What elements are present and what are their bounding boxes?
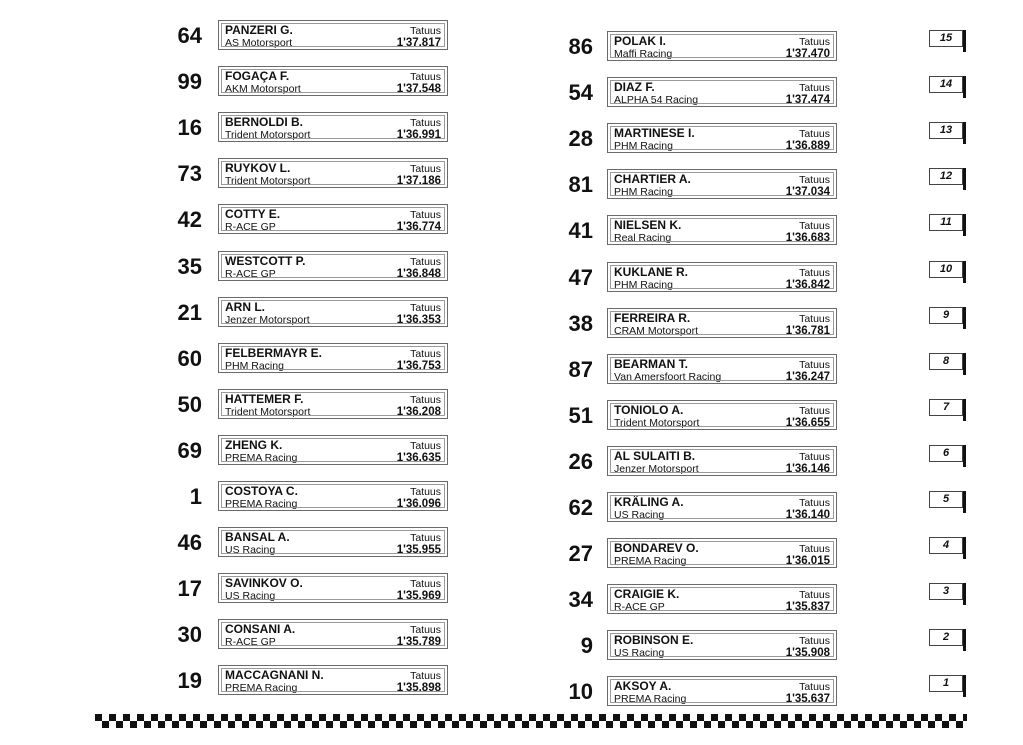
team-name: R-ACE GP [225, 267, 276, 280]
chassis-name: Tatuus [799, 404, 830, 417]
car-number: 16 [177, 115, 202, 141]
driver-name: CRAIGIE K. [614, 587, 680, 602]
lap-time: 1'36.146 [785, 462, 830, 475]
chassis-name: Tatuus [410, 71, 441, 84]
team-name: US Racing [614, 509, 665, 521]
chassis-name: Tatuus [799, 174, 830, 187]
grid-slot-line [963, 76, 966, 98]
car-number: 46 [177, 530, 202, 556]
grid-position-label: 9 [929, 307, 963, 324]
grid-position-label: 15 [929, 30, 963, 47]
grid-position-label: 7 [929, 399, 963, 416]
driver-name: WESTCOTT P. [225, 253, 306, 268]
driver-name: ROBINSON E. [614, 633, 694, 648]
driver-name: FELBERMAYR E. [225, 345, 322, 360]
chassis-name: Tatuus [799, 497, 830, 509]
team-name: CRAM Motorsport [614, 324, 699, 337]
chassis-name: Tatuus [799, 266, 830, 279]
car-number: 41 [568, 218, 593, 244]
grid-slot-line [963, 122, 966, 144]
lap-time: 1'36.140 [785, 509, 830, 521]
chassis-name: Tatuus [410, 301, 441, 314]
lap-time: 1'37.186 [396, 175, 441, 188]
lap-time: 1'36.848 [396, 267, 441, 280]
car-number: 21 [177, 299, 202, 325]
team-name: Trident Motorsport [225, 175, 311, 188]
team-name: AS Motorsport [225, 37, 293, 49]
grid-slot-line [963, 445, 966, 467]
grid-position-label: 5 [929, 491, 963, 508]
chassis-name: Tatuus [410, 393, 441, 406]
lap-time: 1'35.955 [396, 544, 441, 557]
car-number: 26 [568, 448, 593, 474]
driver-name: FERREIRA R. [614, 310, 691, 325]
grid-slot-line [963, 353, 966, 375]
lap-time: 1'36.781 [785, 324, 830, 337]
driver-name: AL SULAITI B. [614, 448, 696, 463]
grid-slot-line [963, 168, 966, 190]
team-name: PREMA Racing [225, 451, 298, 464]
chassis-name: Tatuus [410, 670, 441, 683]
chassis-name: Tatuus [410, 624, 441, 637]
driver-name: MACCAGNANI N. [225, 668, 324, 683]
chassis-name: Tatuus [799, 635, 830, 648]
team-name: Jenzer Motorsport [225, 313, 310, 326]
driver-name: HATTEMER F. [225, 391, 304, 406]
driver-name: ZHENG K. [225, 437, 283, 452]
car-number: 50 [177, 391, 202, 417]
chassis-name: Tatuus [799, 589, 830, 602]
car-number: 34 [568, 587, 593, 613]
car-number: 9 [580, 633, 593, 659]
team-name: US Racing [614, 647, 665, 660]
car-number: 81 [568, 172, 593, 198]
car-number: 86 [568, 34, 593, 59]
grid-slot-line [963, 261, 966, 283]
lap-time: 1'35.898 [396, 682, 441, 695]
lap-time: 1'36.015 [785, 555, 830, 568]
chassis-name: Tatuus [410, 255, 441, 268]
grid-slot-line [963, 399, 966, 421]
grid-position-label: 3 [929, 583, 963, 600]
chassis-name: Tatuus [410, 163, 441, 176]
grid-slot-line [963, 537, 966, 559]
grid-position-label: 10 [929, 261, 963, 278]
car-number: 62 [568, 495, 593, 520]
car-number: 73 [177, 161, 202, 187]
grid-slot-line [963, 583, 966, 605]
driver-name: COSTOYA C. [225, 484, 298, 498]
car-number: 54 [568, 80, 593, 106]
grid-position-label: 8 [929, 353, 963, 370]
driver-name: KRÄLING A. [614, 495, 684, 509]
grid-slot-line [963, 307, 966, 329]
team-name: PREMA Racing [225, 498, 298, 510]
lap-time: 1'36.096 [396, 498, 441, 510]
lap-time: 1'36.753 [396, 359, 441, 372]
driver-name: RUYKOV L. [225, 161, 291, 176]
car-number: 28 [568, 126, 593, 152]
team-name: Trident Motorsport [614, 416, 700, 429]
chassis-name: Tatuus [410, 347, 441, 360]
driver-name: SAVINKOV O. [225, 576, 303, 591]
lap-time: 1'36.208 [396, 405, 441, 418]
grid-position-label: 1 [929, 675, 963, 692]
lap-time: 1'35.789 [396, 636, 441, 649]
team-name: ALPHA 54 Racing [614, 94, 699, 107]
lap-time: 1'35.837 [785, 601, 830, 614]
car-number: 38 [568, 310, 593, 336]
car-number: 27 [568, 541, 593, 567]
chassis-name: Tatuus [799, 681, 830, 694]
lap-time: 1'36.247 [785, 370, 830, 383]
lap-time: 1'36.842 [785, 278, 830, 291]
car-number: 60 [177, 345, 202, 371]
car-number: 1 [189, 484, 202, 509]
driver-name: TONIOLO A. [614, 402, 684, 417]
grid-slot-line [963, 491, 966, 513]
driver-name: FOGAÇA F. [225, 69, 290, 84]
chassis-name: Tatuus [799, 128, 830, 141]
driver-name: NIELSEN K. [614, 218, 682, 233]
lap-time: 1'35.969 [396, 590, 441, 603]
team-name: US Racing [225, 590, 276, 603]
driver-name: BONDAREV O. [614, 541, 699, 556]
grid-slot-line [963, 214, 966, 236]
driver-name: ARN L. [225, 299, 265, 314]
grid-position-label: 14 [929, 76, 963, 93]
chassis-name: Tatuus [410, 439, 441, 452]
lap-time: 1'36.353 [396, 313, 441, 326]
team-name: AKM Motorsport [225, 83, 301, 96]
grid-slot-line [963, 30, 966, 52]
chassis-name: Tatuus [410, 578, 441, 591]
team-name: Jenzer Motorsport [614, 462, 699, 475]
car-number: 42 [177, 207, 202, 233]
driver-name: KUKLANE R. [614, 264, 688, 279]
team-name: Trident Motorsport [225, 405, 311, 418]
chassis-name: Tatuus [410, 209, 441, 222]
car-number: 47 [568, 264, 593, 290]
car-number: 87 [568, 356, 593, 382]
lap-time: 1'37.817 [396, 37, 441, 49]
team-name: Real Racing [614, 232, 672, 245]
chassis-name: Tatuus [799, 36, 830, 48]
lap-time: 1'37.034 [785, 186, 830, 199]
grid-position-label: 2 [929, 629, 963, 646]
car-number: 69 [177, 437, 202, 463]
lap-time: 1'36.683 [785, 232, 830, 245]
grid-position-label: 13 [929, 122, 963, 139]
grid-position-label: 4 [929, 537, 963, 554]
team-name: R-ACE GP [614, 601, 665, 614]
lap-time: 1'36.655 [785, 416, 830, 429]
driver-name: AKSOY A. [614, 679, 672, 694]
car-number: 17 [177, 576, 202, 602]
grid-position-label: 11 [929, 214, 963, 231]
lap-time: 1'36.991 [396, 129, 441, 142]
team-name: Van Amersfoort Racing [614, 370, 722, 383]
driver-name: BEARMAN T. [614, 356, 688, 371]
lap-time: 1'35.637 [785, 693, 830, 706]
chassis-name: Tatuus [799, 358, 830, 371]
car-number: 19 [177, 668, 202, 694]
checkered-flag-strip [95, 714, 967, 734]
lap-time: 1'37.474 [785, 94, 830, 107]
chassis-name: Tatuus [410, 25, 441, 37]
car-number: 99 [177, 69, 202, 95]
car-number: 10 [568, 679, 593, 705]
grid-slot-line [963, 629, 966, 651]
car-number: 51 [568, 402, 593, 428]
team-name: PREMA Racing [614, 555, 687, 568]
team-name: PHM Racing [614, 140, 673, 153]
team-name: R-ACE GP [225, 221, 276, 234]
driver-name: MARTINESE I. [614, 126, 695, 141]
car-number: 35 [177, 253, 202, 279]
lap-time: 1'35.908 [785, 647, 830, 660]
team-name: Trident Motorsport [225, 129, 311, 142]
lap-time: 1'37.470 [785, 48, 830, 60]
driver-name: BERNOLDI B. [225, 115, 303, 130]
team-name: PHM Racing [614, 186, 673, 199]
grid-position-label: 12 [929, 168, 963, 185]
driver-name: PANZERI G. [225, 23, 293, 37]
grid-slot-line [963, 675, 966, 697]
team-name: US Racing [225, 544, 276, 557]
team-name: PREMA Racing [614, 693, 687, 706]
car-number: 30 [177, 622, 202, 648]
chassis-name: Tatuus [410, 532, 441, 545]
driver-name: BANSAL A. [225, 530, 290, 545]
lap-time: 1'37.548 [396, 83, 441, 96]
chassis-name: Tatuus [410, 117, 441, 130]
driver-name: DIAZ F. [614, 80, 655, 95]
lap-time: 1'36.635 [396, 451, 441, 464]
chassis-name: Tatuus [799, 312, 830, 325]
driver-name: CHARTIER A. [614, 172, 691, 187]
team-name: R-ACE GP [225, 636, 276, 649]
team-name: PHM Racing [225, 359, 284, 372]
chassis-name: Tatuus [799, 543, 830, 556]
grid-position-label: 6 [929, 445, 963, 462]
car-number: 64 [177, 23, 202, 48]
chassis-name: Tatuus [799, 82, 830, 95]
lap-time: 1'36.774 [396, 221, 441, 234]
driver-name: POLAK I. [614, 34, 667, 48]
driver-name: COTTY E. [225, 207, 281, 222]
team-name: PREMA Racing [225, 682, 298, 695]
team-name: Maffi Racing [614, 48, 673, 60]
lap-time: 1'36.889 [785, 140, 830, 153]
chassis-name: Tatuus [799, 450, 830, 463]
chassis-name: Tatuus [410, 486, 441, 498]
team-name: PHM Racing [614, 278, 673, 291]
driver-name: CONSANI A. [225, 622, 296, 637]
chassis-name: Tatuus [799, 220, 830, 233]
